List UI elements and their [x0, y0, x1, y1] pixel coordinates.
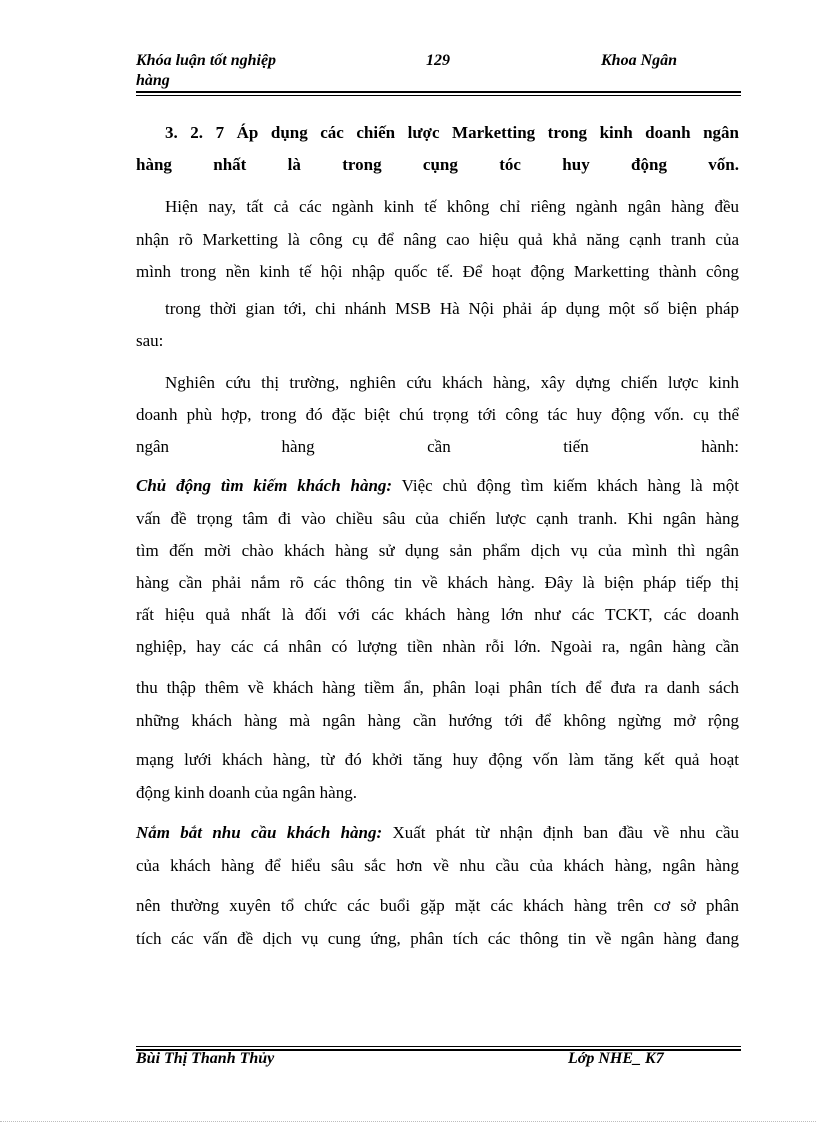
- paragraph-line: những khách hàng mà ngân hàng cần hướng tới để không ngừng mở rộng: [136, 711, 739, 730]
- paragraph-line: [136, 475, 739, 497]
- paragraph-line: Nghiên cứu thị trường, nghiên cứu khách hàng, xây dựng chiến lược kinh: [165, 373, 739, 392]
- header-rule-thin: [136, 95, 741, 96]
- paragraph-line: ngân hàng cần tiến hành:: [136, 437, 739, 456]
- section-title-line-1: 3. 2. 7 Áp dụng các chiến lược Marketting trong kinh doanh ngân: [165, 123, 739, 142]
- footer-rule-thin: [136, 1046, 741, 1047]
- inline-heading-needs: Nắm bắt nhu cầu khách hàng:: [136, 823, 383, 842]
- paragraph-line: nên thường xuyên tổ chức các buổi gặp mặt các khách hàng trên cơ sở phân: [136, 896, 739, 915]
- paragraph-line: nghiệp, hay các cá nhân có lượng tiền nhàn rỗi lớn. Ngoài ra, ngân hàng cần: [136, 637, 739, 656]
- paragraph-line: mình trong nền kinh tế hội nhập quốc tế. Để hoạt động Marketting thành công: [136, 262, 739, 281]
- paragraph-line: tìm đến mời chào khách hàng sử dụng sản phẩm dịch vụ của mình thì ngân: [136, 541, 739, 560]
- paragraph-line: vấn đề trọng tâm đi vào chiều sâu của chiến lược cạnh tranh. Khi ngân hàng: [136, 509, 739, 528]
- header-rule-thick: [136, 91, 741, 93]
- paragraph-line: mạng lưới khách hàng, từ đó khởi tăng huy động vốn làm tăng kết quả hoạt: [136, 750, 739, 769]
- header-faculty-label: Khoa Ngân: [601, 52, 678, 69]
- page-number: 129: [426, 52, 450, 69]
- header-thesis-label-cont: hàng: [136, 72, 170, 89]
- page-header: [136, 52, 741, 96]
- paragraph-line: rất hiệu quả nhất là đối với các khách hàng lớn như các TCKT, các doanh: [136, 605, 739, 624]
- section-title-line-2: hàng nhất là trong cụng tóc huy động vốn.: [136, 155, 739, 174]
- paragraph-line: sau:: [136, 331, 164, 350]
- footer-author: Bùi Thị Thanh Thủy: [136, 1050, 275, 1067]
- footer-class: Lớp NHE_ K7: [568, 1050, 664, 1067]
- paragraph-line: [136, 822, 739, 844]
- paragraph-text: Việc chủ động tìm kiếm khách hàng là một: [401, 476, 739, 495]
- paragraph-line: trong thời gian tới, chi nhánh MSB Hà Nội phải áp dụng một số biện pháp: [165, 299, 739, 318]
- inline-heading-proactive: Chủ động tìm kiếm khách hàng:: [136, 476, 393, 495]
- paragraph-line: doanh phù hợp, trong đó đặc biệt chú trọng tới công tác huy động vốn. cụ thể: [136, 405, 739, 424]
- paragraph-line: của khách hàng để hiểu sâu sắc hơn về nhu cầu của khách hàng, ngân hàng: [136, 856, 739, 875]
- paragraph-line: thu thập thêm về khách hàng tiềm ẩn, phân loại phân tích để đưa ra danh sách: [136, 678, 739, 697]
- paragraph-line: tích các vấn đề dịch vụ cung ứng, phân tích các thông tin về ngân hàng đang: [136, 929, 739, 948]
- paragraph-text: Xuất phát từ nhận định ban đầu về nhu cầu: [392, 823, 739, 842]
- header-thesis-label: Khóa luận tốt nghiệp: [136, 52, 277, 69]
- paragraph-line: động kinh doanh của ngân hàng.: [136, 783, 357, 802]
- paragraph-line: hàng cần phải nắm rõ các thông tin về khách hàng. Đây là biện pháp tiếp thị: [136, 573, 739, 592]
- paragraph-line: Hiện nay, tất cả các ngành kinh tế không chỉ riêng ngành ngân hàng đều: [165, 197, 739, 216]
- paragraph-line: nhận rõ Marketting là công cụ để nâng cao hiệu quả khả năng cạnh tranh của: [136, 230, 739, 249]
- page-bottom-dotted-line: [0, 1121, 816, 1122]
